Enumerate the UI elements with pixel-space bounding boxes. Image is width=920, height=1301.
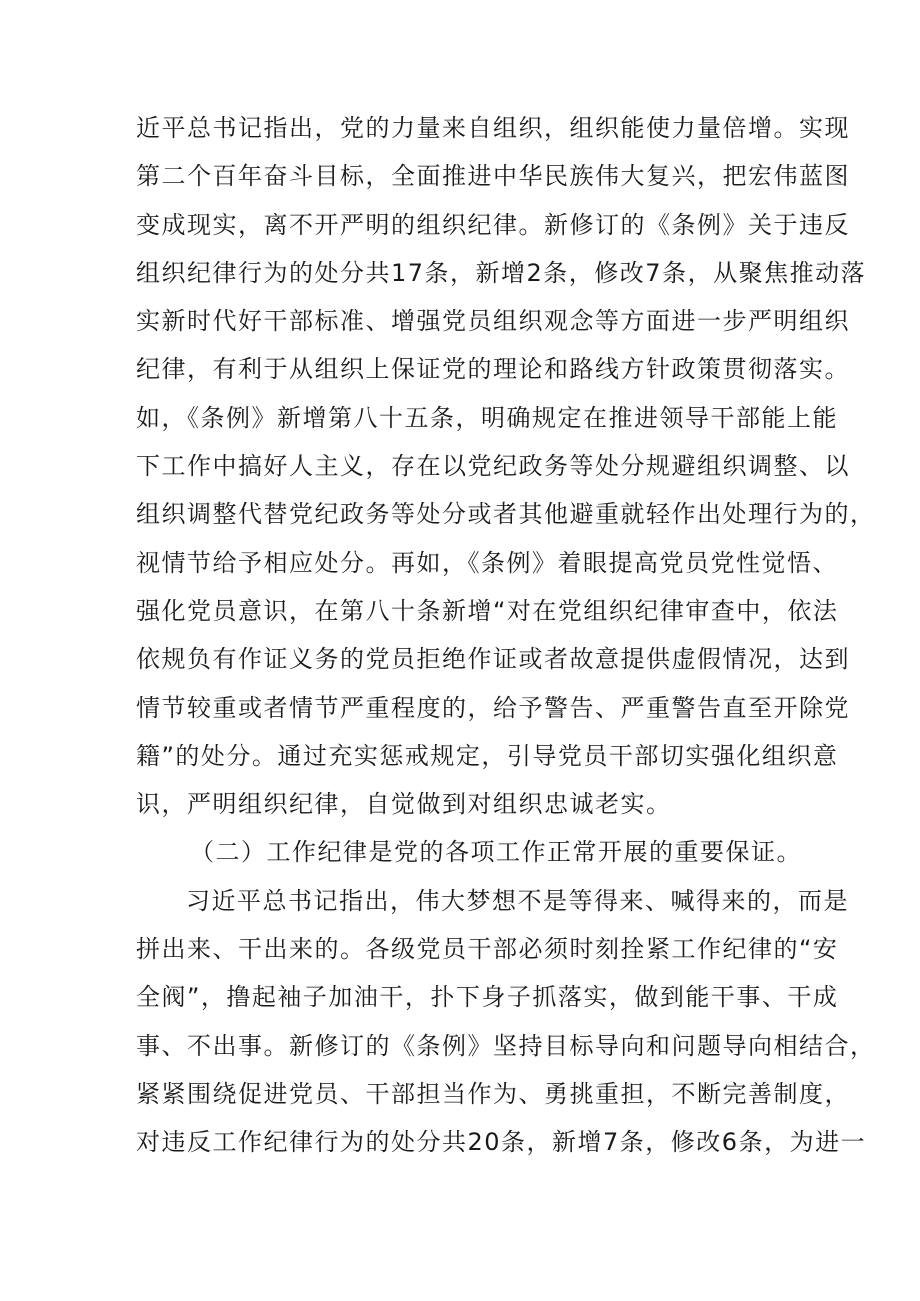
paragraph-line: 变成现实，离不开严明的组织纪律。新修订的《条例》关于违反	[136, 210, 850, 239]
paragraph-line: 对违反工作纪律行为的处分共20条，新增7条，修改6条，为进一	[136, 1128, 867, 1157]
paragraph-line: 组织纪律行为的处分共17条，新增2条，修改7条，从聚焦推动落	[136, 258, 867, 287]
paragraph-line: 第二个百年奋斗目标，全面推进中华民族伟大复兴，把宏伟蓝图	[136, 162, 850, 191]
paragraph-line: 紧紧围绕促进党员、干部担当作为、勇挑重担，不断完善制度，	[136, 1079, 850, 1108]
paragraph-line: 如，《条例》新增第八十五条，明确规定在推进领导干部能上能	[136, 403, 838, 432]
paragraph-line: 事、不出事。新修订的《条例》坚持目标导向和问题导向相结合，	[136, 1031, 876, 1060]
paragraph-line: 习近平总书记指出，伟大梦想不是等得来、喊得来的，而是	[186, 886, 849, 915]
paragraph-line: 拼出来、干出来的。各级党员干部必须时刻拴紧工作纪律的“安	[136, 935, 839, 964]
paragraph-line: 近平总书记指出，党的力量来自组织，组织能使力量倍增。实现	[136, 114, 850, 142]
paragraph-line: 实新时代好干部标准、增强党员组织观念等方面进一步严明组织	[136, 307, 850, 336]
section-heading: （二）工作纪律是党的各项工作正常开展的重要保证。	[190, 838, 802, 867]
paragraph-line: 视情节给予相应处分。再如，《条例》着眼提高党员党性觉悟、	[136, 548, 838, 577]
paragraph-line: 组织调整代替党纪政务等处分或者其他避重就轻作出处理行为的，	[136, 500, 876, 529]
paragraph-line: 纪律，有利于从组织上保证党的理论和路线方针政策贯彻落实。	[136, 355, 850, 384]
paragraph-line: 强化党员意识，在第八十条新增“对在党组织纪律审查中，依法	[136, 596, 839, 625]
paragraph-line: 全阀”，撸起袖子加油干，扑下身子抓落实，做到能干事、干成	[136, 983, 839, 1012]
paragraph-line: 下工作中搞好人主义，存在以党纪政务等处分规避组织调整、以	[136, 452, 850, 481]
paragraph-line: 识，严明组织纪律，自觉做到对组织忠诚老实。	[136, 790, 672, 819]
paragraph-line: 依规负有作证义务的党员拒绝作证或者故意提供虚假情况，达到	[136, 645, 850, 674]
paragraph-line: 籍”的处分。通过充实惩戒规定，引导党员干部切实强化组织意	[136, 741, 839, 770]
paragraph-line: 情节较重或者情节严重程度的，给予警告、严重警告直至开除党	[136, 693, 850, 722]
document-body	[136, 104, 876, 1167]
